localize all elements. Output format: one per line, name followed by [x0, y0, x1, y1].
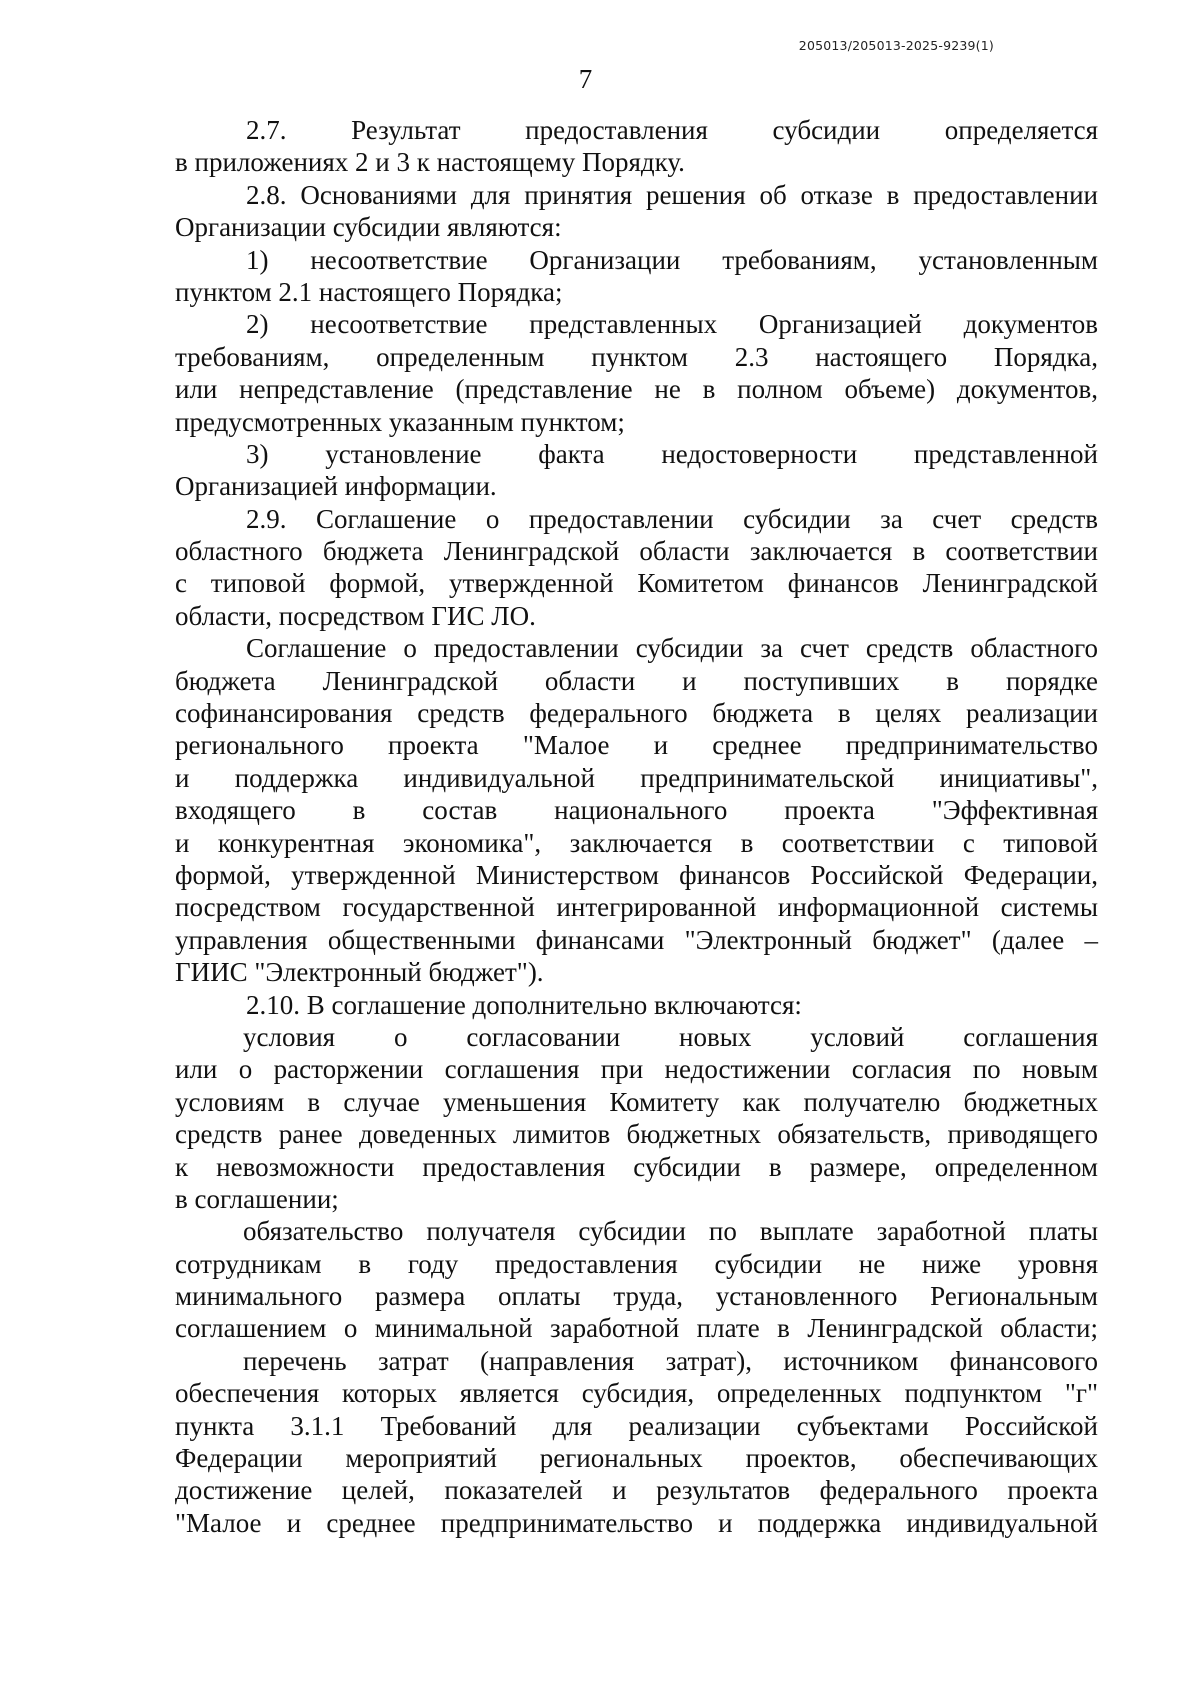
- text-line: в соглашении;: [175, 1183, 339, 1214]
- text-line: пункта 3.1.1 Требований для реализации субъектами Российской: [175, 1410, 1098, 1441]
- text-line: 2.8. Основаниями для принятия решения об отказе в предоставлении: [246, 179, 1098, 210]
- text-line: области, посредством ГИС ЛО.: [175, 600, 536, 631]
- text-line: 1) несоответствие Организации требованиям, установленным: [246, 244, 1098, 275]
- text-line: бюджета Ленинградской области и поступивших в порядке: [175, 665, 1098, 696]
- text-line: входящего в состав национального проекта "Эффективная: [175, 795, 1098, 826]
- text-line: формой, утвержденной Министерством финансов Российской Федерации,: [175, 859, 1098, 890]
- text-line: условиям в случае уменьшения Комитету как получателю бюджетных: [175, 1086, 1098, 1117]
- text-line: или непредставление (представление не в полном объеме) документов,: [175, 374, 1098, 405]
- text-line: минимального размера оплаты труда, установленного Региональным: [175, 1281, 1098, 1312]
- text-line: к невозможности предоставления субсидии в размере, определенном: [175, 1151, 1098, 1182]
- text-line: 2.10. В соглашение дополнительно включаются:: [246, 989, 802, 1020]
- text-line: обеспечения которых является субсидия, определенных подпунктом "г": [175, 1378, 1098, 1409]
- page-number: 7: [578, 64, 593, 94]
- text-line: софинансирования средств федерального бюджета в целях реализации: [175, 698, 1098, 729]
- text-line: или о расторжении соглашения при недостижении согласия по новым: [175, 1054, 1098, 1085]
- text-line: и поддержка индивидуальной предпринимательской инициативы",: [175, 762, 1098, 793]
- text-line: обязательство получателя субсидии по выплате заработной платы: [243, 1216, 1098, 1247]
- text-line: требованиям, определенным пунктом 2.3 настоящего Порядка,: [175, 341, 1098, 372]
- text-line: достижение целей, показателей и результатов федерального проекта: [175, 1475, 1098, 1506]
- text-line: управления общественными финансами "Электронный бюджет" (далее –: [175, 924, 1098, 955]
- text-line: ГИИС "Электронный бюджет").: [175, 957, 544, 988]
- text-line: и конкурентная экономика", заключается в соответствии с типовой: [175, 827, 1098, 858]
- document-body: [175, 114, 1098, 1539]
- text-line: предусмотренных указанным пунктом;: [175, 406, 625, 437]
- text-line: областного бюджета Ленинградской области заключается в соответствии: [175, 536, 1098, 567]
- text-line: Организацией информации.: [175, 471, 497, 502]
- text-line: сотрудникам в году предоставления субсидии не ниже уровня: [175, 1248, 1098, 1279]
- text-line: пунктом 2.1 настоящего Порядка;: [175, 276, 563, 307]
- text-line: Федерации мероприятий региональных проектов, обеспечивающих: [175, 1443, 1098, 1474]
- text-line: 2.9. Соглашение о предоставлении субсидии за счет средств: [246, 503, 1098, 534]
- text-line: средств ранее доведенных лимитов бюджетных обязательств, приводящего: [175, 1119, 1098, 1150]
- text-line: перечень затрат (направления затрат), источником финансового: [243, 1345, 1098, 1376]
- text-line: 2.7. Результат предоставления субсидии определяется: [246, 115, 1098, 145]
- text-line: посредством государственной интегрированной информационной системы: [175, 892, 1098, 923]
- text-line: с типовой формой, утвержденной Комитетом финансов Ленинградской: [175, 568, 1098, 599]
- text-line: 2) несоответствие представленных Организацией документов: [246, 309, 1098, 340]
- text-line: "Малое и среднее предпринимательство и поддержка индивидуальной: [175, 1507, 1098, 1538]
- text-line: условия о согласовании новых условий соглашения: [243, 1021, 1098, 1052]
- document-id: 205013/205013-2025-9239(1): [798, 38, 994, 53]
- text-line: Организации субсидии являются:: [175, 212, 562, 243]
- text-line: соглашением о минимальной заработной плате в Ленинградской области;: [175, 1313, 1098, 1344]
- text-line: в приложениях 2 и 3 к настоящему Порядку.: [175, 147, 685, 178]
- text-line: 3) установление факта недостоверности представленной: [246, 438, 1098, 469]
- text-line: регионального проекта "Малое и среднее предпринимательство: [175, 730, 1098, 761]
- text-line: Соглашение о предоставлении субсидии за счет средств областного: [246, 633, 1098, 664]
